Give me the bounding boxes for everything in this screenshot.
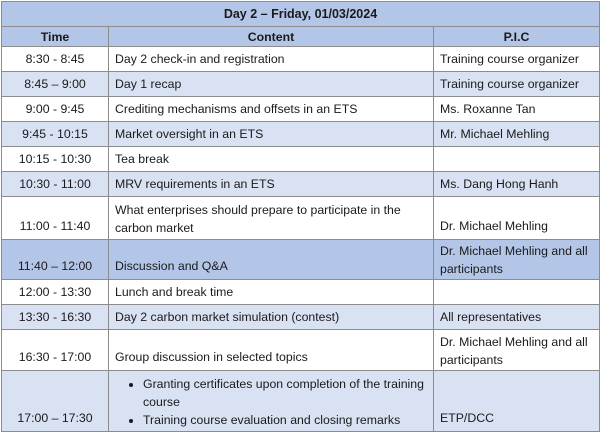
- table-row: [2, 72, 600, 97]
- pic-cell: Dr. Michael Mehling and all participants: [434, 240, 600, 280]
- pic-cell: Training course organizer: [434, 72, 600, 97]
- time-cell: 10:15 - 10:30: [2, 147, 109, 172]
- pic-cell: Dr. Michael Mehling and all participants: [434, 330, 600, 371]
- pic-cell: [434, 147, 600, 172]
- table-row: [2, 305, 600, 330]
- time-cell: 9:00 - 9:45: [2, 97, 109, 122]
- content-cell: Discussion and Q&A: [109, 240, 434, 280]
- table-row: [2, 330, 600, 371]
- content-cell: [109, 371, 434, 432]
- list-item: • Granting certificates upon completion of the training course: [143, 375, 427, 411]
- table-row: [2, 97, 600, 122]
- time-cell: 17:00 – 17:30: [2, 371, 109, 432]
- content-cell: Market oversight in an ETS: [109, 122, 434, 147]
- pic-cell: All representatives: [434, 305, 600, 330]
- pic-cell: Dr. Michael Mehling: [434, 197, 600, 240]
- time-cell: 11:00 - 11:40: [2, 197, 109, 240]
- table-row: [2, 147, 600, 172]
- table-row: [2, 47, 600, 72]
- pic-cell: [434, 280, 600, 305]
- pic-cell: Ms. Dang Hong Hanh: [434, 172, 600, 197]
- time-cell: 11:40 – 12:00: [2, 240, 109, 280]
- agenda-table: [1, 1, 600, 432]
- pic-cell: Training course organizer: [434, 47, 600, 72]
- table-row: [2, 172, 600, 197]
- table-row: [2, 240, 600, 280]
- table-row: [2, 280, 600, 305]
- content-cell: Day 2 carbon market simulation (contest): [109, 305, 434, 330]
- content-cell: What enterprises should prepare to participate in the carbon market: [109, 197, 434, 240]
- table-row: [2, 197, 600, 240]
- time-cell: 13:30 - 16:30: [2, 305, 109, 330]
- time-cell: 12:00 - 13:30: [2, 280, 109, 305]
- content-cell: Group discussion in selected topics: [109, 330, 434, 371]
- time-cell: 16:30 - 17:00: [2, 330, 109, 371]
- content-cell: Crediting mechanisms and offsets in an ETS: [109, 97, 434, 122]
- header-time: Time: [2, 27, 109, 47]
- header-pic: P.I.C: [434, 27, 600, 47]
- list-item: • Training course evaluation and closing remarks: [143, 411, 427, 429]
- pic-cell: Mr. Michael Mehling: [434, 122, 600, 147]
- table-row: [2, 122, 600, 147]
- content-cell: Day 2 check-in and registration: [109, 47, 434, 72]
- header-content: Content: [109, 27, 434, 47]
- time-cell: 8:30 - 8:45: [2, 47, 109, 72]
- content-cell: MRV requirements in an ETS: [109, 172, 434, 197]
- content-cell: Day 1 recap: [109, 72, 434, 97]
- pic-cell: Ms. Roxanne Tan: [434, 97, 600, 122]
- content-cell: Tea break: [109, 147, 434, 172]
- table-row: [2, 371, 600, 432]
- pic-cell: ETP/DCC: [434, 371, 600, 432]
- time-cell: 8:45 – 9:00: [2, 72, 109, 97]
- time-cell: 10:30 - 11:00: [2, 172, 109, 197]
- closing-items-list: [115, 375, 427, 429]
- content-cell: Lunch and break time: [109, 280, 434, 305]
- time-cell: 9:45 - 10:15: [2, 122, 109, 147]
- table-title: Day 2 – Friday, 01/03/2024: [2, 2, 600, 27]
